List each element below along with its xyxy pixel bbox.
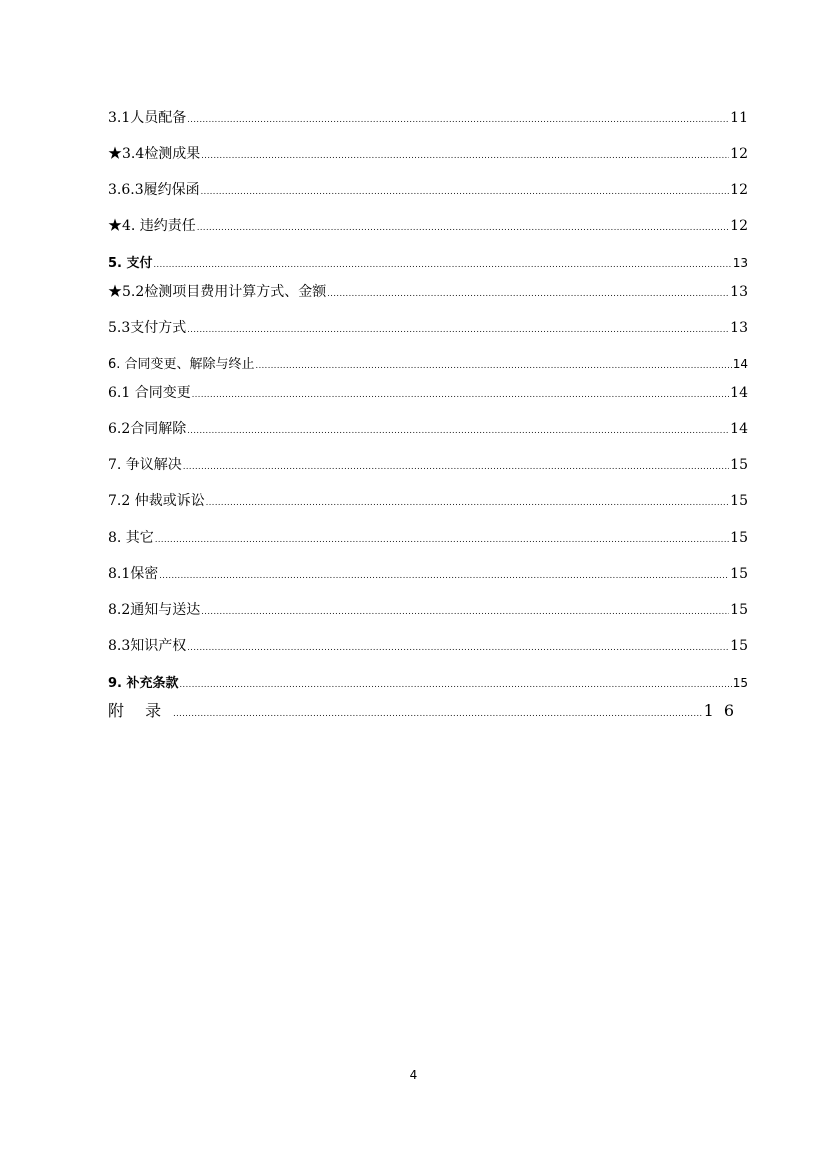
toc-leader-dots xyxy=(159,567,729,585)
toc-entry[interactable] xyxy=(108,355,748,375)
toc-entry-label: 7. 争议解决 xyxy=(108,457,182,473)
toc-leader-dots xyxy=(187,639,729,657)
toc-entry-label: ★3.4检测成果 xyxy=(108,146,201,162)
toc-entry-page: 15 xyxy=(730,638,748,654)
toc-leader-dots xyxy=(201,183,730,201)
toc-entry-label: 6.1 合同变更 xyxy=(108,385,191,401)
toc-entry-page: 15 xyxy=(730,493,748,509)
toc-leader-dots xyxy=(180,676,732,694)
toc-leader-dots xyxy=(187,111,729,129)
toc-entry[interactable] xyxy=(108,217,748,237)
toc-entry-label: 8.1保密 xyxy=(108,566,159,582)
toc-entry-page: 15 xyxy=(730,530,748,546)
toc-leader-dots xyxy=(206,494,729,512)
toc-entry-page: 13 xyxy=(730,320,748,336)
toc-entry[interactable] xyxy=(108,384,748,404)
toc-leader-dots xyxy=(187,422,729,440)
toc-entry-page: 15 xyxy=(730,602,748,618)
toc-leader-dots xyxy=(154,256,732,274)
toc-leader-dots xyxy=(187,321,729,339)
toc-leader-dots xyxy=(327,285,729,303)
toc-entry[interactable] xyxy=(108,109,748,129)
toc-entry[interactable] xyxy=(108,420,748,440)
page-number: 4 xyxy=(409,1068,418,1082)
toc-entry-page: 12 xyxy=(730,182,748,198)
toc-entry-page: 15 xyxy=(730,457,748,473)
toc-entry[interactable] xyxy=(108,319,748,339)
toc-entry-page: 15 xyxy=(732,676,748,690)
toc-leader-dots xyxy=(256,357,732,375)
toc-entry-label: 8.2通知与送达 xyxy=(108,602,201,618)
toc-entry-label: 6. 合同变更、解除与终止 xyxy=(108,357,255,372)
toc-entry-appendix[interactable] xyxy=(108,702,744,723)
toc-leader-dots xyxy=(201,147,729,165)
toc-leader-dots xyxy=(197,219,729,237)
toc-entry[interactable] xyxy=(108,529,748,549)
toc-entry-page: 12 xyxy=(730,218,748,234)
toc-entry[interactable] xyxy=(108,637,748,657)
toc-entry-label: 8.3知识产权 xyxy=(108,638,187,654)
toc-entry[interactable] xyxy=(108,601,748,621)
toc-entry[interactable] xyxy=(108,254,748,274)
toc-entry-page: 12 xyxy=(730,146,748,162)
toc-entry-page: 11 xyxy=(730,110,748,126)
toc-entry-page: 13 xyxy=(732,256,748,270)
toc-entry-label: 5. 支付 xyxy=(108,256,153,271)
toc-entry-page: 14 xyxy=(732,357,748,371)
toc-entry-label: 7.2 仲裁或诉讼 xyxy=(108,493,205,509)
toc-entry[interactable] xyxy=(108,283,748,303)
toc-entry-page: 14 xyxy=(730,385,748,401)
toc-entry-label: ★5.2检测项目费用计算方式、金额 xyxy=(108,284,327,300)
toc-entry-label: 3.6.3履约保函 xyxy=(108,182,200,198)
toc-entry[interactable] xyxy=(108,456,748,476)
toc-entry-label: 6.2合同解除 xyxy=(108,421,187,437)
toc-leader-dots xyxy=(201,603,729,621)
toc-entry-label: 9. 补充条款 xyxy=(108,676,179,691)
toc-entry-page: 13 xyxy=(730,284,748,300)
toc-entry-page: 15 xyxy=(730,566,748,582)
toc-entry-label: 5.3支付方式 xyxy=(108,320,187,336)
toc-entry[interactable] xyxy=(108,145,748,165)
toc-entry[interactable] xyxy=(108,181,748,201)
toc-entry-page: 16 xyxy=(703,701,744,720)
toc-entry-label: ★4. 违约责任 xyxy=(108,218,196,234)
toc-entry[interactable] xyxy=(108,674,748,694)
toc-entry-page: 14 xyxy=(730,421,748,437)
toc-entry[interactable] xyxy=(108,492,748,512)
toc-entry-label: 附 录 xyxy=(108,701,170,720)
toc-entry-label: 3.1人员配备 xyxy=(108,110,187,126)
toc-entry-label: 8. 其它 xyxy=(108,530,154,546)
toc-leader-dots xyxy=(192,386,729,404)
toc-entry[interactable] xyxy=(108,565,748,585)
toc-leader-dots xyxy=(183,458,729,476)
toc-leader-dots xyxy=(173,705,703,723)
toc-leader-dots xyxy=(155,531,729,549)
